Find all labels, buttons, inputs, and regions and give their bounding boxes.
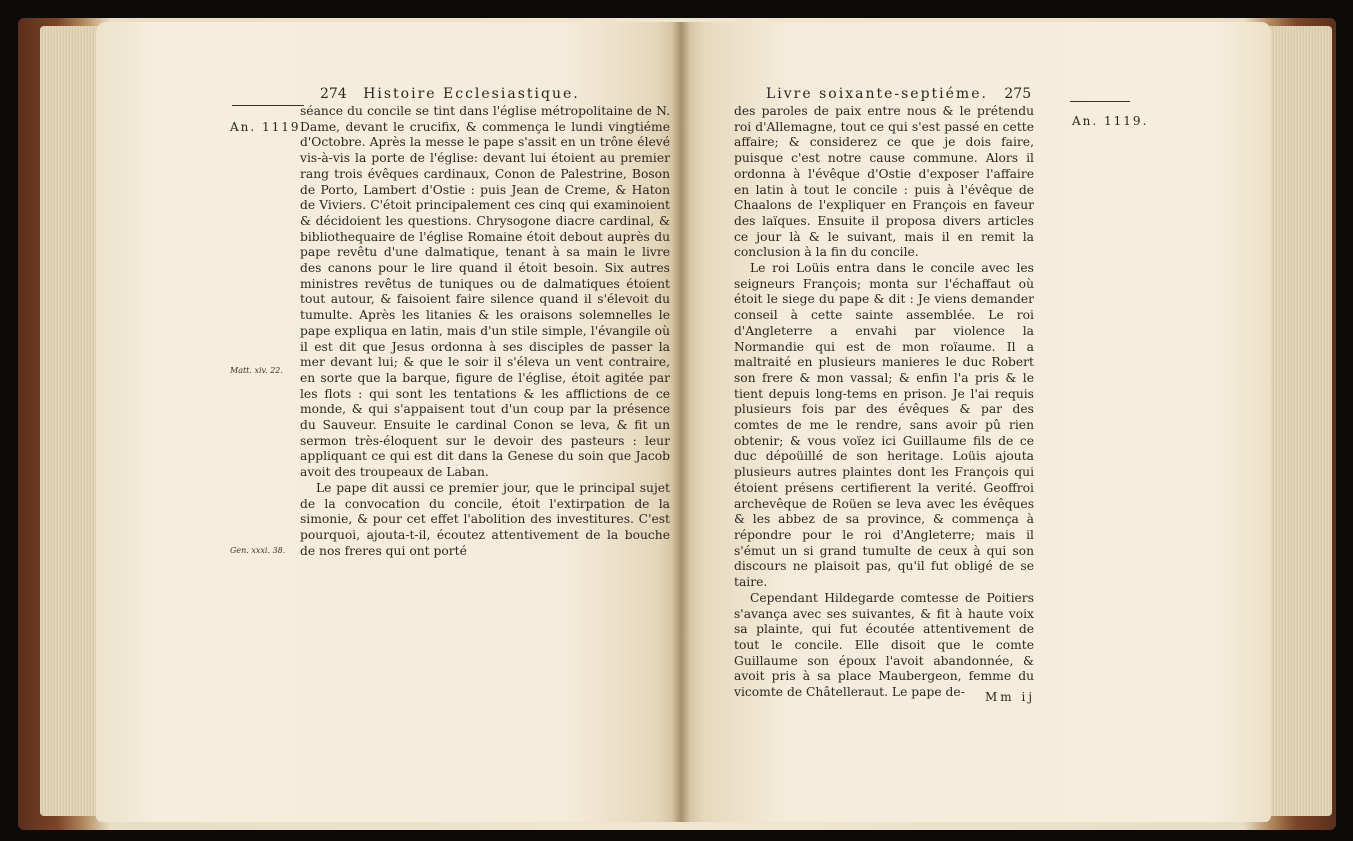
left-page-number: 274 [320, 86, 347, 102]
right-running-head [766, 86, 1041, 102]
marginal-note: Gen. xxxi. 38. [230, 546, 286, 555]
right-page-stack [1262, 26, 1332, 816]
left-year-tag: An. 1119. [230, 120, 307, 134]
left-running-head [310, 86, 580, 102]
left-page-text [300, 104, 670, 559]
right-year-rule [1070, 101, 1130, 102]
right-year-tag: An. 1119. [1072, 114, 1149, 128]
right-page-number: 275 [1004, 86, 1032, 102]
left-running-title: Histoire Ecclesiastique. [363, 86, 580, 102]
signature-mark: Mm ij [985, 690, 1036, 704]
right-page-text [734, 104, 1034, 701]
paragraph: des paroles de paix entre nous & le prétendu roi d'Allemagne, tout ce qui s'est passé en cette affaire; & considerez ce que je dois faire, puisque c'est notre cause commune. Alors il ordonna à l'évêque d'Ostie d'exposer l'affaire en latin à tout le concile : puis à l'évêque de Chaalons de l'expliquer en François en faveur des laïques. Ensuite il proposa divers articles ce jour là & le suivant, mais il en remit la conclusion à la fin du concile. [734, 104, 1034, 260]
marginal-note: Matt. xiv. 22. [230, 366, 283, 375]
right-running-title: Livre soixante-septiéme. [766, 86, 988, 102]
book-gutter [672, 22, 690, 822]
left-year-rule [232, 105, 304, 106]
paragraph: Le roi Loüis entra dans le concile avec les seigneurs François; monta sur l'échaffaut où étoit le siege du pape & dit : Je viens demander conseil à cette sainte assemblée. Le roi d'Angleterre a envahi par violence la Normandie qui est de mon roïaume. Il a maltraité en plusieurs manieres le duc Robert son frere & mon vassal; & enfin l'a pris & le tient depuis long-tems en prison. Je l'ai requis plusieurs fois par des évêques & par des comtes de me le rendre, sans avoir pû rien obtenir; & vous voïez ici Guillaume fils de ce duc dépoüillé de son heritage. Loüis ajouta plusieurs autres plaintes dont les François qui étoient présens certifierent la verité. Geoffroi archevêque de Roüen se leva avec les évêques & les abbez de sa province, & commença à répondre pour le roi d'Angleterre; mais il s'émut un si grand tumulte de ceux à qui son discours ne plaisoit pas, qu'il fut obligé de se taire. [734, 261, 1034, 590]
paragraph: Le pape dit aussi ce premier jour, que le principal sujet de la convocation du concile, étoit l'extirpation de la simonie, & pour cet effet l'abolition des investitures. C'est pourquoi, ajouta-t-il, écoutez attentivement de la bouche de nos freres qui ont porté [300, 480, 670, 558]
paragraph: Cependant Hildegarde comtesse de Poitiers s'avança avec ses suivantes, & fit à haute voix sa plainte, qui fut écoutée attentivement de tout le concile. Elle disoit que le comte Guillaume son époux l'avoit abandonnée, & avoit pris à sa place Maubergeon, femme du vicomte de Châtelleraut. Le pape de- [734, 590, 1034, 700]
paragraph: séance du concile se tint dans l'église métropolitaine de N. Dame, devant le crucifix, & commença le lundi vingtiéme d'Octobre. Après la messe le pape s'assit en un trône élevé vis-à-vis la porte de l'église: devant lui étoient au premier rang trois évêques cardinaux, Conon de Palestrine, Boson de Porto, Lambert d'Ostie : puis Jean de Creme, & Haton de Viviers. C'étoit principalement ces cinq qui examinoient & décidoient les questions. Chrysogone diacre cardinal, & bibliothequaire de l'église Romaine étoit debout auprès du pape revêtu d'une dalmatique, tenant à sa main le livre des canons pour le lire quand il étoit besoin. Six autres ministres revêtus de tuniques ou de dalmatiques étoient tout autour, & faisoient faire silence quand il s'élevoit du tumulte. Après les litanies & les oraisons solemnelles le pape expliqua en latin, mais d'un stile simple, l'évangile où il est dit que Jesus ordonna à ses disciples de passer la mer devant lui; & que le soir il s'éleva un vent contraire, en sorte que la barque, figure de l'église, étoit agitée par les flots : qui sont les tentations & les afflictions de ce monde, & qui s'appaisent tout d'un coup par la présence du Sauveur. Ensuite le cardinal Conon se leva, & fit un sermon très-éloquent sur le devoir des pasteurs : leur appliquant ce qui est dit dans la Genese du soin que Jacob avoit des troupeaux de Laban. [300, 104, 670, 480]
